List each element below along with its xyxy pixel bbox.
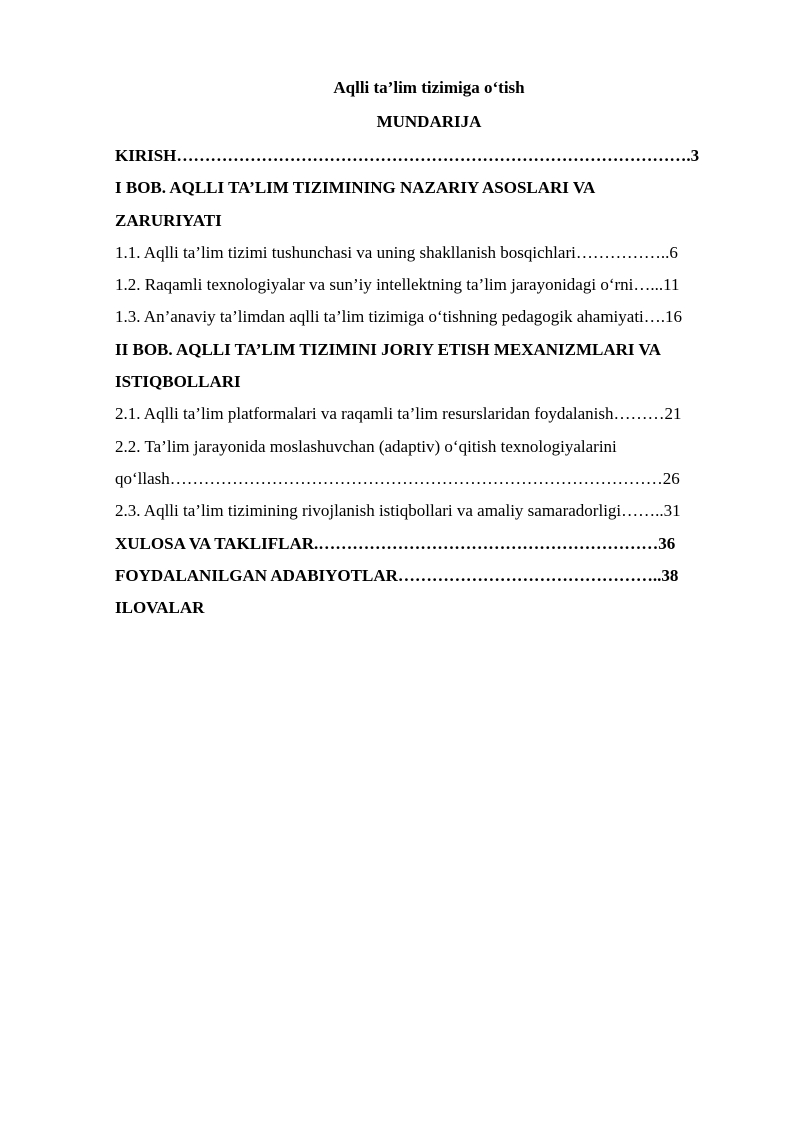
toc-entry-adabiyotlar: FOYDALANILGAN ADABIYOTLAR………………………………………..38 xyxy=(115,565,679,585)
toc-entry-1-2: 1.2. Raqamli texnologiyalar va sun’iy intellektning ta’lim jarayonidagi o‘rni…...11 xyxy=(115,275,680,295)
toc-chapter-2-title-cont: ISTIQBOLLARI xyxy=(115,372,241,392)
table-of-contents xyxy=(115,143,755,627)
toc-entry-2-2-cont: qo‘llash……………………………………………………………………………26 xyxy=(115,468,680,488)
toc-chapter-1-title: I BOB. AQLLI TA’LIM TIZIMINING NAZARIY ASOSLARI VA xyxy=(115,178,596,198)
toc-chapter-2-title: II BOB. AQLLI TA’LIM TIZIMINI JORIY ETISH MEXANIZMLARI VA xyxy=(115,339,661,359)
toc-entry-2-1: 2.1. Aqlli ta’lim platformalari va raqamli ta’lim resurslaridan foydalanish………21 xyxy=(115,404,682,424)
toc-entry-2-2: 2.2. Ta’lim jarayonida moslashuvchan (adaptiv) o‘qitish texnologiyalarini xyxy=(115,436,617,456)
toc-entry-1-1: 1.1. Aqlli ta’lim tizimi tushunchasi va uning shakllanish bosqichlari……………..6 xyxy=(115,242,678,262)
toc-entry-ilovalar: ILOVALAR xyxy=(115,598,205,618)
toc-heading: MUNDARIJA xyxy=(376,112,482,131)
document-title: Aqlli ta’lim tizimiga o‘tish xyxy=(333,78,525,97)
toc-chapter-1-title-cont: ZARURIYATI xyxy=(115,210,222,230)
toc-entry-1-3: 1.3. An’anaviy ta’limdan aqlli ta’lim tizimiga o‘tishning pedagogik ahamiyati….16 xyxy=(115,307,683,327)
toc-entry-2-3: 2.3. Aqlli ta’lim tizimining rivojlanish istiqbollari va amaliy samaradorligi……..31 xyxy=(115,501,681,521)
toc-entry-xulosa: XULOSA VA TAKLIFLAR.……………………………………………………36 xyxy=(115,533,676,553)
toc-entry-kirish: KIRISH……………………………………………………………………………….3 xyxy=(115,146,700,165)
